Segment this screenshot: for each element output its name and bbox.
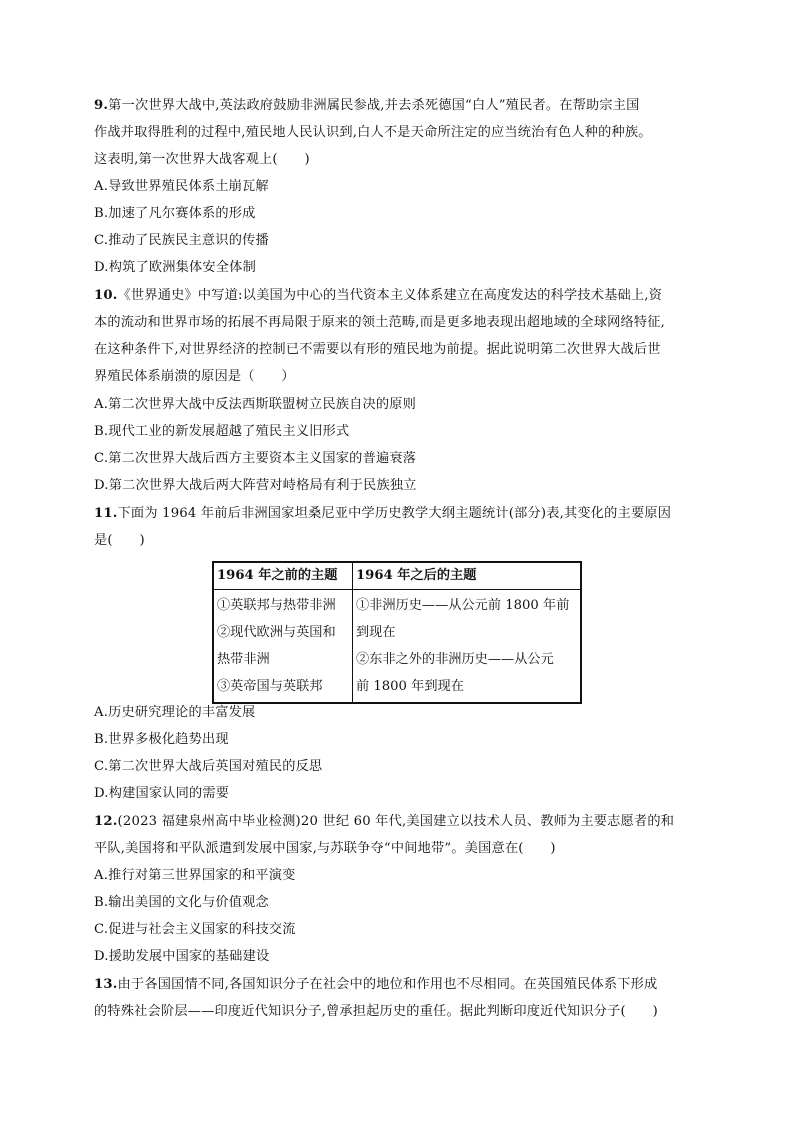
- q12-option-a[interactable]: A.推行对第三世界国家的和平演变: [94, 868, 296, 883]
- q11-stem-line-2: 是( ): [94, 533, 145, 548]
- table-row: [213, 590, 581, 704]
- q11-option-c[interactable]: C.第二次世界大战后英国对殖民的反思: [94, 759, 323, 774]
- table-cell-before: [213, 590, 353, 704]
- q9-number: 9.: [94, 98, 109, 113]
- table-cell-line: 到现在: [356, 625, 396, 640]
- q11-stem-line-1: 11.下面为 1964 年前后非洲国家坦桑尼亚中学历史教学大纲主题统计(部分)表,其变化的主要原因: [94, 506, 672, 521]
- table-cell-line: ①英联邦与热带非洲: [217, 598, 336, 613]
- q10-option-c[interactable]: C.第二次世界大战后西方主要资本主义国家的普遍衰落: [94, 451, 417, 466]
- q10-option-b[interactable]: B.现代工业的新发展超越了殖民主义旧形式: [94, 424, 350, 439]
- table-cell-line: 热带非洲: [217, 652, 270, 667]
- table-cell-line: 前 1800 年到现在: [356, 679, 464, 694]
- q9-option-b[interactable]: B.加速了凡尔赛体系的形成: [94, 206, 256, 221]
- table-header-after: 1964 年之后的主题: [353, 562, 582, 590]
- q11-option-a[interactable]: A.历史研究理论的丰富发展: [94, 705, 256, 720]
- table-cell-line: ③英帝国与英联邦: [217, 679, 323, 694]
- q11-option-d[interactable]: D.构建国家认同的需要: [94, 786, 230, 801]
- q9-option-a[interactable]: A.导致世界殖民体系土崩瓦解: [94, 179, 269, 194]
- q9-stem-line-2: 作战并取得胜利的过程中,殖民地人民认识到,白人不是天命所注定的应当统治有色人种的种族。: [94, 125, 652, 140]
- q12-option-b[interactable]: B.输出美国的文化与价值观念: [94, 895, 269, 910]
- q13-number: 13.: [94, 977, 118, 992]
- q10-stem-line-3: 在这种条件下,对世界经济的控制已不需要以有形的殖民地为前提。据此说明第二次世界大战后世: [94, 342, 661, 357]
- q12-stem-line-1: 12.(2023 福建泉州高中毕业检测)20 世纪 60 年代,美国建立以技术人员、教师为主要志愿者的和: [94, 814, 675, 829]
- q12-stem-line-2: 平队,美国将和平队派遣到发展中国家,与苏联争夺“中间地带”。美国意在( ): [94, 841, 556, 856]
- q9-option-d[interactable]: D.构筑了欧洲集体安全体制: [94, 260, 256, 275]
- q10-stem-line-2: 本的流动和世界市场的拓展不再局限于原来的领土范畴,而是更多地表现出超地域的全球网络特征,: [94, 315, 666, 330]
- q9-stem-line-3: 这表明,第一次世界大战客观上( ): [94, 152, 310, 167]
- q13-stem-line-1: 13.由于各国国情不同,各国知识分子在社会中的地位和作用也不尽相同。在英国殖民体系下形成: [94, 977, 658, 992]
- q12-number: 12.: [94, 814, 118, 829]
- q9-stem-line-1: 9.第一次世界大战中,英法政府鼓励非洲属民参战,并去杀死德国“白人”殖民者。在帮助宗主国: [94, 98, 640, 113]
- q10-stem-line-1: 10.《世界通史》中写道:以美国为中心的当代资本主义体系建立在高度发达的科学技术基础上,资: [94, 288, 663, 303]
- table-cell-after: [353, 590, 582, 704]
- q13-stem-line-2: 的特殊社会阶层——印度近代知识分子,曾承担起历史的重任。据此判断印度近代知识分子( ): [94, 1004, 658, 1019]
- q10-option-d[interactable]: D.第二次世界大战后两大阵营对峙格局有利于民族独立: [94, 478, 417, 493]
- table-cell-line: ①非洲历史——从公元前 1800 年前: [356, 598, 570, 613]
- q12-option-c[interactable]: C.促进与社会主义国家的科技交流: [94, 922, 296, 937]
- q11-option-b[interactable]: B.世界多极化趋势出现: [94, 732, 229, 747]
- q10-option-a[interactable]: A.第二次世界大战中反法西斯联盟树立民族自决的原则: [94, 397, 417, 412]
- q10-stem-line-4: 界殖民体系崩溃的原因是（ ）: [94, 369, 295, 384]
- q12-option-d[interactable]: D.援助发展中国家的基础建设: [94, 949, 270, 964]
- table-header-row: [213, 562, 581, 590]
- table-header-before: 1964 年之前的主题: [213, 562, 353, 590]
- q11-number: 11.: [94, 506, 118, 521]
- syllabus-topics-table: [212, 561, 582, 704]
- table-cell-line: ②现代欧洲与英国和: [217, 625, 336, 640]
- table-cell-line: ②东非之外的非洲历史——从公元: [356, 652, 554, 667]
- q10-number: 10.: [94, 288, 118, 303]
- q9-option-c[interactable]: C.推动了民族民主意识的传播: [94, 233, 269, 248]
